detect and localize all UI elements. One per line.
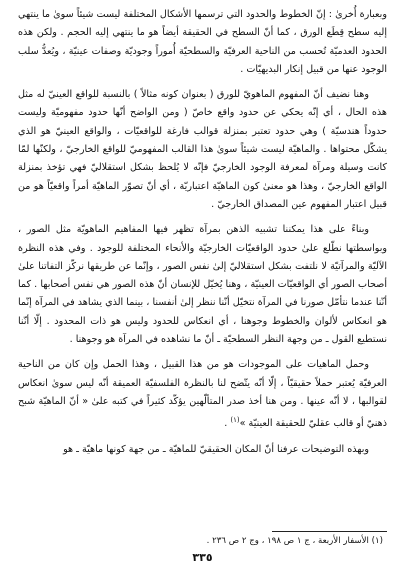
paragraph-1: وبعبارة أُخرىٰ : إنّ الخطوط والحدود التي ترسمها الأشكال المختلفة ليست شيئاً سوىٰ ما ينتهي إليه سطح قِطَع الورق ، كما أنّ السطح في الحقيقة أيضاً هو ما ينتهي إليه الحجم . ولكن هذه الحدود العدميّة تُحسب من الناحية العرفيّة والسطحيّة أُموراً وجوديّة وصفات عينيّة ، ويُعدُّ سلب الوجود عنها من قبيل إنكار البديهيّات . — [18, 9, 387, 75]
paragraph-2: وهنا نضيف أنّ المفهوم الماهويّ للورق ( بعنوان كونه مثالاً ) بالنسبة للواقع العينيّ له مثل هذه الحال ، أي إنّه يحكي عن حدود واقع خاصّ ( ومن الواضح أنّها حدود مفهوميّة وليست حدوداً هندسيّة ) وهي حدود تعتبر بمنزلة قوالب فارغة للواقعيّات ، والواقع العينيّ هو الذي يشكّل محتواها . والماهيّة ليست شيئاً سوىٰ هذا القالب المفهوميّ للواقع الخارجيّ ، ولكنّها لمّا كانت وسيلة ومرآة لمعرفة الوجود الخارجيّ فإنّه لا يُلحظ بشكل استقلاليّ فهي تؤخذ بمنزلة الواقع الخارجيّ ، وهذا هو معنىٰ كون الماهيّة اعتباريّة ، أي أنّ تصوّر الماهيّة أمراً واقعيّاً هو من قبيل اعتبار المفهوم عين المصداق الخارجيّ . — [18, 89, 387, 210]
book-page — [18, 6, 387, 564]
page-number: ٣٣٥ — [192, 551, 213, 564]
paragraph-4-text: وحمل الماهيات على الموجودات هو من هذا القبيل ، وهذا الحمل وإن كان من الناحية العرفيّة يُعتبر حملاً حقيقيّاً ، إلّا أنّه يتّضح لنا بالنظرة الفلسفيّة العميقة أنّه ليس سوىٰ انعكاس لقوالبها ، لا أنّه عينها . ومن هنا أخذ صدر المتألّهين يؤكّد كثيراً في كتبه علىٰ « أنّ الماهيّة شبح ذهنيّ أو قالب عقليّ للحقيقة العينيّة » — [18, 359, 387, 430]
paragraph-4: وحمل الماهيات على الموجودات هو من هذا القبيل ، وهذا الحمل وإن كان من الناحية العرفيّة يُعتبر حملاً حقيقيّاً ، إلّا أنّه يتّضح لنا بالنظرة الفلسفيّة العميقة أنّه ليس سوىٰ انعكاس لقوالبها ، لا أنّه عينها . ومن هنا أخذ صدر المتألّهين يؤكّد كثيراً في كتبه علىٰ « أنّ الماهيّة شبح ذهنيّ أو قالب عقليّ للحقيقة العينيّة »$^{(١)}$ . — [18, 359, 387, 430]
main-text — [18, 6, 387, 459]
footnote-reference: (١) — [230, 416, 240, 425]
paragraph-3: وبناءً على هذا يمكننا تشبيه الذهن بمرآة تظهر فيها المفاهيم الماهويّة مثل الصور ، وبواسطتها نطّلع علىٰ حدود الواقعيّات الخارجيّة والأنحاء المختلفة للوجود . وفي هذه النظرة الآليّة والمرآتيّة لا نلتفت بشكل استقلاليّ إلىٰ نفس الصور ، وإنّما عن طريقها نركّز التفاتنا علىٰ أصحاب الصور أي الواقعيّات العينيّة ، وهنا يُخيّل للإنسان أنّ هذه الصور هي نفس أصحابها . كما أنّنا عندما نتأمّل صورنا في المرآة نتخيّل أنّنا ننظر إلىٰ أنفسنا ، بينما الذي يشاهد في المرآة إنّما هو انعكاس لألوان والخطوط وجوهنا ، أي انعكاس للحدود وليس هو ذات المحدود . إلّا أنّنا نستطيع القول ـ من وجهة النظر السطحيّة ـ أنّ ما نشاهده في المرآة هو وجوهنا . — [18, 224, 387, 346]
paragraph-5: وبهذه التوضيحات عرفنا أنّ المكان الحقيقيّ للماهيّة ـ من جهة كونها ماهيّة ـ هو — [63, 443, 369, 455]
footnote: (١) الأسفار الأربعة ، ج ١ ص ١٩٨ ، وج ٢ ص ٢٣٦ . — [206, 536, 383, 546]
footnote-divider — [272, 531, 387, 532]
